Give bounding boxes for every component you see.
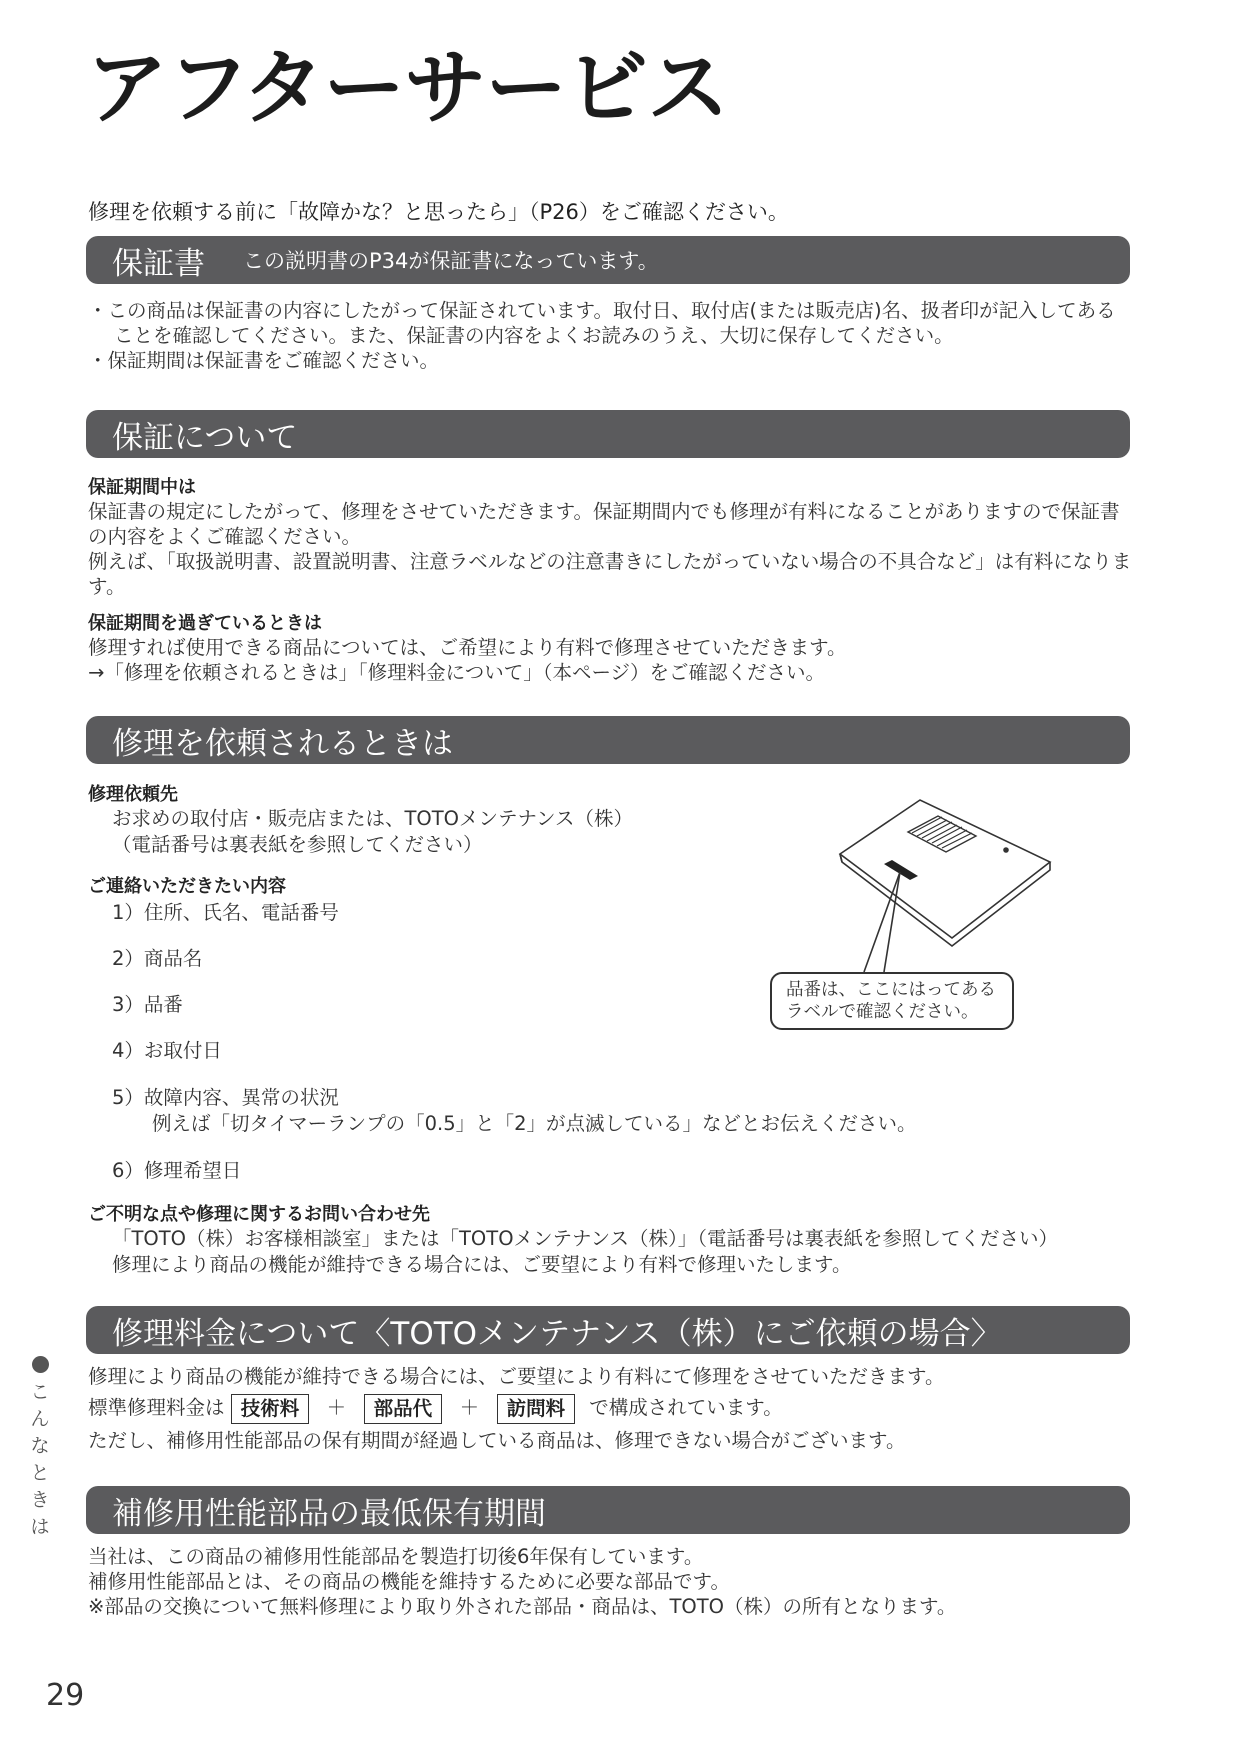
- section-header-repair-request: [86, 716, 1130, 764]
- subheading-info: ご連絡いただきたい内容: [88, 876, 286, 897]
- list-item: 5）故障内容、異常の状況: [112, 1086, 339, 1109]
- side-tab-char: こ: [30, 1381, 50, 1403]
- inquiry-line: 「TOTO（株）お客様相談室」または「TOTOメンテナンス（株）」（電話番号は裏表紙を参照してください）: [112, 1227, 1058, 1250]
- warranty-card-bullets: [88, 298, 1118, 373]
- page-number: 29: [46, 1678, 85, 1713]
- label-location-callout: [770, 972, 1014, 1030]
- section-header-repair-fee: [86, 1306, 1130, 1354]
- contact-line: （電話番号は裏表紙を参照してください）: [112, 833, 483, 856]
- contact-line: お求めの取付店・販売店または、TOTOメンテナンス（株）: [112, 807, 633, 830]
- product-label-illustration: [760, 790, 1060, 990]
- callout-line: 品番は、ここにはってある: [786, 980, 996, 1000]
- side-tab-char: と: [30, 1462, 50, 1484]
- list-item: 4）お取付日: [112, 1039, 222, 1062]
- list-item: 2）商品名: [112, 947, 203, 970]
- fee-box-parts: 部品代: [364, 1394, 443, 1424]
- subheading-after-warranty: 保証期間を過ぎているときは: [88, 613, 322, 634]
- side-tab-char: ん: [30, 1408, 50, 1430]
- subheading-inquiry: ご不明な点や修理に関するお問い合わせ先: [88, 1204, 430, 1225]
- inquiry-line: 修理により商品の機能が維持できる場合には、ご要望により有料で修理いたします。: [112, 1253, 852, 1276]
- warranty-body: [88, 473, 1132, 685]
- list-item-example: 例えば「切タイマーランプの「0.5」と「2」が点滅している」などとお伝えください。: [152, 1112, 917, 1135]
- fee-line: 修理により商品の機能が維持できる場合には、ご要望により有料にて修理をさせていただきます。: [88, 1365, 945, 1388]
- bullet-item: ・保証期間は保証書をご確認ください。: [88, 349, 440, 372]
- section-title: 保証について: [112, 419, 298, 456]
- page-title: アフターサービス: [86, 41, 729, 136]
- list-item: 6）修理希望日: [112, 1159, 242, 1182]
- parts-line: 当社は、この商品の補修用性能部品を製造打切後6年保有しています。: [88, 1545, 704, 1568]
- paragraph: 例えば、「取扱説明書、設置説明書、注意ラベルなどの注意書きにしたがっていない場合の不具合など」は有料になります。: [88, 550, 1132, 598]
- section-header-warranty-card: [86, 236, 1130, 284]
- parts-line: ※部品の交換について無料修理により取り外された部品・商品は、TOTO（株）の所有となります。: [88, 1595, 957, 1618]
- section-header-parts-period: [86, 1486, 1130, 1534]
- section-title: 保証書: [112, 245, 205, 282]
- callout-line: ラベルで確認ください。: [786, 1002, 979, 1022]
- side-tab: [28, 1356, 52, 1541]
- subheading-contact: 修理依頼先: [88, 784, 178, 805]
- side-tab-char: は: [30, 1516, 50, 1538]
- bullet-dot-icon: [32, 1356, 49, 1373]
- section-header-warranty: [86, 410, 1130, 458]
- section-subtitle: この説明書のP34が保証書になっています。: [243, 249, 659, 273]
- fee-box-technical: 技術料: [231, 1394, 310, 1424]
- fee-box-visit: 訪問料: [497, 1394, 576, 1424]
- intro-text: 修理を依頼する前に「故障かな？と思ったら」（P26）をご確認ください。: [88, 200, 789, 224]
- plus-sign: ＋: [459, 1396, 480, 1419]
- fee-composition: [88, 1392, 783, 1424]
- fee-suffix: で構成されています。: [589, 1396, 783, 1419]
- list-item: 3）品番: [112, 993, 183, 1016]
- section-title: 修理料金について〈TOTOメンテナンス（株）にご依頼の場合〉: [112, 1315, 1002, 1352]
- fee-prefix: 標準修理料金は: [88, 1396, 225, 1419]
- list-item: 1）住所、氏名、電話番号: [112, 901, 339, 924]
- side-tab-char: き: [30, 1489, 50, 1511]
- fee-line: ただし、補修用性能部品の保有期間が経過している商品は、修理できない場合がございます。: [88, 1429, 906, 1452]
- paragraph: 修理すれば使用できる商品については、ご希望により有料で修理させていただきます。: [88, 636, 847, 659]
- bullet-item: ・この商品は保証書の内容にしたがって保証されています。取付日、取付店(または販売店)名、扱者印が記入してあることを確認してください。また、保証書の内容をよくお読みのうえ、大切に保存してください。: [88, 299, 1116, 347]
- side-tab-char: な: [30, 1435, 50, 1457]
- parts-line: 補修用性能部品とは、その商品の機能を維持するために必要な部品です。: [88, 1570, 730, 1593]
- section-title: 修理を依頼されるときは: [112, 725, 453, 762]
- paragraph: 保証書の規定にしたがって、修理をさせていただきます。保証期間内でも修理が有料になることがありますので保証書の内容をよくご確認ください。: [88, 500, 1120, 548]
- subheading-during-warranty: 保証期間中は: [88, 477, 196, 498]
- section-title: 補修用性能部品の最低保有期間: [112, 1495, 546, 1532]
- paragraph: →「修理を依頼されるときは」「修理料金について」（本ページ）をご確認ください。: [88, 661, 826, 684]
- plus-sign: ＋: [326, 1396, 347, 1419]
